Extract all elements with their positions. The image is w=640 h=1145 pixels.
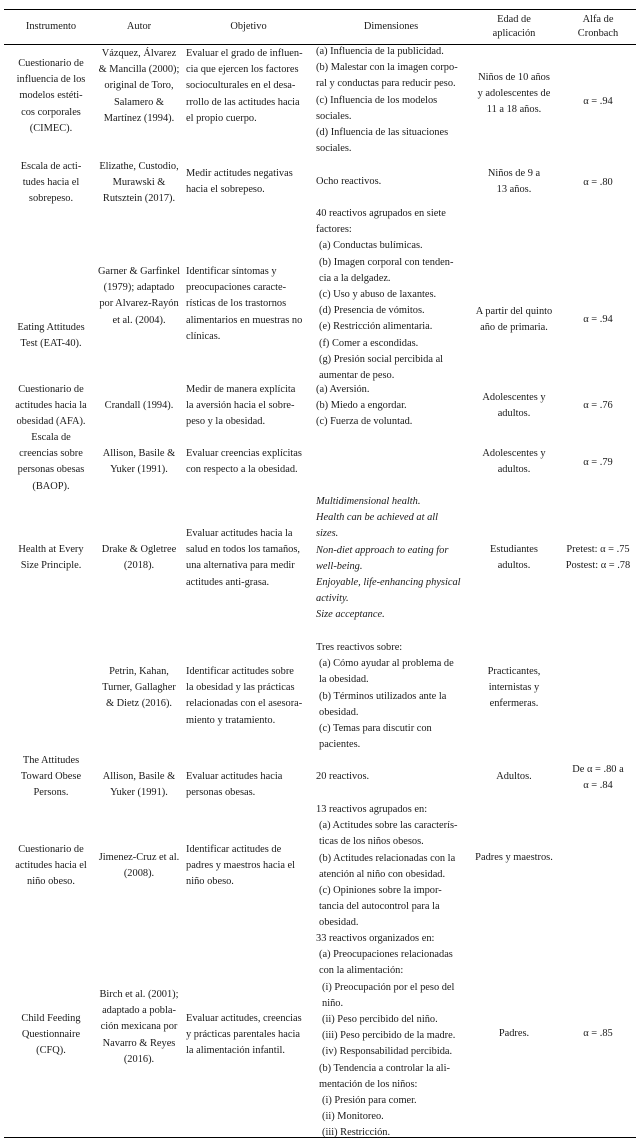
dimensiones-line: pacientes. xyxy=(319,739,361,751)
alfa-line: Postest: α = .78 xyxy=(565,560,631,572)
dimensiones-line: (c) Opiniones sobre la impor- xyxy=(319,885,442,897)
dimensiones-line: mentación de los niños: xyxy=(319,1078,418,1090)
cell-edad xyxy=(470,70,558,119)
autor-line: Yuker (1991). xyxy=(110,464,168,476)
edad-line: Practicantes, xyxy=(487,666,541,677)
objetivo-line: hacia el sobrepeso. xyxy=(186,184,265,196)
cell-dimensiones xyxy=(316,494,466,624)
dimensiones-line: obesidad. xyxy=(319,917,359,929)
cell-objetivo xyxy=(186,664,311,729)
cell-edad xyxy=(470,850,558,866)
objetivo-line: Evaluar actitudes hacia xyxy=(186,771,283,782)
objetivo-line: rísticas de los trastornos xyxy=(186,298,287,310)
objetivo-line: miento y tratamiento. xyxy=(186,714,276,726)
instrumento-line: Child Feeding xyxy=(21,1013,81,1024)
header-edad-line: aplicación xyxy=(492,28,536,39)
objetivo-line: relacionadas con el asesora- xyxy=(186,698,303,710)
header-dimensiones: Dimensiones xyxy=(363,21,419,32)
autor-line: Turner, Gallagher xyxy=(102,682,176,694)
autor-line: Martínez (1994). xyxy=(103,112,175,124)
objetivo-line: socioculturales en el desa- xyxy=(186,80,296,92)
instrumento-line: modelos estéti- xyxy=(19,90,83,102)
cell-dimensiones xyxy=(316,931,466,1142)
alfa-line: α = .84 xyxy=(583,780,613,792)
instrumento-line: Cuestionario de xyxy=(18,844,84,855)
dimensiones-line: ral y conductas para reducir peso. xyxy=(316,78,456,90)
dimensiones-line: (b) Términos utilizados ante la xyxy=(319,690,447,702)
dimensiones-line: (c) Influencia de los modelos xyxy=(316,94,438,106)
alfa-line: α = .76 xyxy=(583,400,613,411)
edad-line: año de primaria. xyxy=(480,322,548,334)
dimensiones-line: atención al niño con obesidad. xyxy=(319,868,446,880)
objetivo-line: actitudes anti-grasa. xyxy=(186,576,270,588)
autor-line: Jimenez-Cruz et al. xyxy=(98,852,180,863)
dimensiones-line: Enjoyable, life-enhancing physical xyxy=(316,577,461,589)
instrumento-line: Toward Obese xyxy=(20,771,82,783)
autor-line: Crandall (1994). xyxy=(104,400,174,411)
cell-objetivo xyxy=(186,382,311,431)
autor-line: adaptado a pobla- xyxy=(102,1005,176,1017)
edad-line: y adolescentes de xyxy=(477,88,551,100)
cell-autor xyxy=(97,542,181,574)
cell-autor xyxy=(97,398,181,414)
instrumento-line: creencias sobre xyxy=(19,448,83,460)
objetivo-line: la obesidad y las prácticas xyxy=(186,682,295,694)
dimensiones-line: activity. xyxy=(316,593,349,605)
dimensiones-line: (b) Malestar con la imagen corpo- xyxy=(316,62,458,74)
instrumento-line: influencia de los xyxy=(16,74,86,86)
objetivo-line: peso y la obesidad. xyxy=(186,416,266,428)
instrumento-line: (CFQ). xyxy=(36,1045,66,1057)
cell-edad xyxy=(470,304,558,336)
autor-line: & Mancilla (2000); xyxy=(98,64,180,76)
cell-autor xyxy=(97,664,181,713)
cell-edad xyxy=(470,446,558,478)
autor-line: Drake & Ogletree xyxy=(101,544,177,555)
instrumento-line: Persons. xyxy=(33,787,69,799)
dimensiones-line: (iv) Responsabilidad percibida. xyxy=(322,1046,453,1058)
objetivo-line: una alternativa para medir xyxy=(186,560,295,572)
dimensiones-line: (a) Preocupaciones relacionadas xyxy=(319,949,453,961)
objetivo-line: personas obesas. xyxy=(186,787,256,799)
autor-line: Yuker (1991). xyxy=(110,787,168,799)
objetivo-line: Identificar síntomas y xyxy=(186,266,277,277)
instrumento-line: Escala de acti- xyxy=(20,161,82,172)
edad-line: adultos. xyxy=(497,408,531,420)
dimensiones-line: (f) Comer a escondidas. xyxy=(319,337,419,349)
instrumento-line: Size Principle. xyxy=(20,560,82,572)
header-alfa-line: Cronbach xyxy=(577,28,619,39)
header-edad-line: Edad de xyxy=(497,14,531,25)
cell-dimensiones xyxy=(316,206,466,384)
autor-line: Birch et al. (2001); xyxy=(99,989,179,1000)
dimensiones-line: (c) Temas para discutir con xyxy=(319,723,432,735)
cell-objetivo xyxy=(186,446,311,478)
objetivo-line: niño obeso. xyxy=(186,876,234,888)
cell-instrumento xyxy=(6,430,96,495)
dimensiones-line: (b) Miedo a engordar. xyxy=(316,400,407,412)
dimensiones-line: 40 reactivos agrupados en siete xyxy=(316,208,446,219)
dimensiones-line: sizes. xyxy=(316,528,339,540)
instrumento-line: personas obesas xyxy=(17,464,85,476)
autor-line: Salamero & xyxy=(114,96,164,108)
cell-objetivo xyxy=(186,46,311,127)
header-autor: Autor xyxy=(126,21,152,32)
objetivo-line: Identificar actitudes de xyxy=(186,844,282,855)
objetivo-line: el propio cuerpo. xyxy=(186,112,257,124)
header-alfa-line: Alfa de xyxy=(582,14,614,25)
objetivo-line: padres y maestros hacia el xyxy=(186,860,296,872)
objetivo-line: Evaluar actitudes, creencias xyxy=(186,1013,302,1024)
dimensiones-line: factores: xyxy=(316,224,352,236)
cell-dimensiones xyxy=(316,44,466,157)
autor-line: Garner & Garfinkel xyxy=(98,266,180,277)
objetivo-line: la alimentación infantil. xyxy=(186,1045,285,1057)
instrumento-line: actitudes hacia la xyxy=(15,400,87,412)
cell-autor xyxy=(97,264,181,329)
objetivo-line: cia que ejercen los factores xyxy=(186,64,299,76)
objetivo-line: Identificar actitudes sobre xyxy=(186,666,294,677)
dimensiones-line: sociales. xyxy=(316,143,352,155)
cell-objetivo xyxy=(186,842,311,891)
autor-line: (2016). xyxy=(123,1053,155,1065)
dimensiones-line: tancia del autocontrol para la xyxy=(319,901,440,913)
cell-instrumento xyxy=(6,842,96,891)
edad-line: Padres y maestros. xyxy=(475,852,553,863)
alfa-line: α = .85 xyxy=(583,1028,613,1039)
instrumento-line: Escala de xyxy=(31,432,71,443)
objetivo-line: preocupaciones caracte- xyxy=(186,282,287,294)
dimensiones-line: (c) Uso y abuso de laxantes. xyxy=(319,289,437,301)
instrumento-line: Eating Attitudes xyxy=(17,322,85,333)
autor-line: (1979); adaptado xyxy=(103,282,175,294)
dimensiones-line: la obesidad. xyxy=(319,674,369,686)
dimensiones-line: (b) Actitudes relacionadas con la xyxy=(319,852,456,864)
dimensiones-line: Size acceptance. xyxy=(316,609,385,621)
cell-alfa xyxy=(560,94,636,110)
cell-alfa xyxy=(560,312,636,328)
cell-edad xyxy=(470,769,558,785)
dimensiones-line: well-being. xyxy=(316,560,363,572)
cell-dimensiones xyxy=(316,802,466,932)
objetivo-line: rrollo de las actitudes hacia xyxy=(186,96,300,108)
alfa-line: Pretest: α = .75 xyxy=(566,544,630,555)
cell-dimensiones xyxy=(316,769,466,785)
cell-autor xyxy=(97,446,181,478)
cell-edad xyxy=(470,166,558,198)
cell-dimensiones xyxy=(316,382,466,431)
dimensiones-line: con la alimentación: xyxy=(319,965,404,977)
dimensiones-line: (ii) Peso percibido del niño. xyxy=(322,1014,438,1026)
edad-line: A partir del quinto xyxy=(475,306,553,317)
cell-instrumento xyxy=(6,382,96,431)
dimensiones-line: 20 reactivos. xyxy=(316,771,370,782)
instrumento-line: cos corporales xyxy=(21,106,81,118)
dimensiones-line: 33 reactivos organizados en: xyxy=(316,933,435,944)
dimensiones-line: ticas de los niños obesos. xyxy=(319,836,424,848)
autor-line: ción mexicana por xyxy=(100,1021,178,1033)
objetivo-line: Medir de manera explícita xyxy=(186,384,296,395)
instrumento-line: (BAOP). xyxy=(32,480,70,492)
dimensiones-line: (i) Preocupación por el peso del xyxy=(322,981,455,993)
dimensiones-line: (a) Actitudes sobre las caracterís- xyxy=(319,820,458,832)
edad-line: enfermeras. xyxy=(489,698,539,710)
objetivo-line: Evaluar actitudes hacia la xyxy=(186,528,293,539)
instrumento-line: actitudes hacia el xyxy=(15,860,87,872)
dimensiones-line: Tres reactivos sobre: xyxy=(316,642,403,653)
autor-line: Vázquez, Álvarez xyxy=(101,48,177,59)
autor-line: (2018). xyxy=(123,560,155,572)
cell-instrumento xyxy=(6,1011,96,1060)
dimensiones-line: (a) Cómo ayudar al problema de xyxy=(319,658,454,670)
cell-instrumento xyxy=(6,542,96,574)
dimensiones-line: (i) Presión para comer. xyxy=(322,1095,417,1107)
autor-line: Elizathe, Custodio, xyxy=(99,161,179,172)
objetivo-line: Medir actitudes negativas xyxy=(186,168,293,179)
objetivo-line: clínicas. xyxy=(186,330,221,342)
autor-line: Petrin, Kahan, xyxy=(109,666,169,677)
cell-autor xyxy=(97,769,181,801)
edad-line: Estudiantes xyxy=(490,544,538,555)
dimensiones-line: (d) Influencia de las situaciones xyxy=(316,127,449,139)
header-alfa xyxy=(560,10,636,44)
cell-objetivo xyxy=(186,264,311,345)
cell-alfa xyxy=(560,175,636,191)
edad-line: adultos. xyxy=(497,464,531,476)
edad-line: 13 años. xyxy=(496,184,532,196)
dimensiones-line: Multidimensional health. xyxy=(316,496,421,507)
edad-line: 11 a 18 años. xyxy=(486,104,542,116)
alfa-line: α = .94 xyxy=(583,314,613,325)
edad-line: adultos. xyxy=(497,560,531,572)
edad-line: Niños de 10 años xyxy=(478,72,550,83)
objetivo-line: Evaluar el grado de influen- xyxy=(186,48,303,59)
autor-line: Murawski & xyxy=(112,177,166,189)
alfa-line: α = .80 xyxy=(583,177,613,188)
dimensiones-line: (d) Presencia de vómitos. xyxy=(319,305,425,317)
objetivo-line: con respecto a la obesidad. xyxy=(186,464,298,476)
cell-edad xyxy=(470,542,558,574)
dimensiones-line: (iii) Peso percibido de la madre. xyxy=(322,1030,456,1042)
dimensiones-line: (ii) Monitoreo. xyxy=(322,1111,384,1123)
cell-instrumento xyxy=(6,56,96,137)
cell-alfa xyxy=(560,762,636,794)
dimensiones-line: (e) Restricción alimentaria. xyxy=(319,321,433,333)
instrumento-line: tudes hacia el xyxy=(22,177,80,189)
autor-line: Rutsztein (2017). xyxy=(102,193,176,205)
header-objetivo: Objetivo xyxy=(230,21,267,32)
instrumento-line: Cuestionario de xyxy=(18,384,84,395)
cell-dimensiones xyxy=(316,640,466,753)
cell-instrumento xyxy=(6,159,96,208)
header-edad xyxy=(470,10,558,44)
dimensiones-line: aumentar de peso. xyxy=(319,370,395,382)
cell-dimensiones xyxy=(316,174,466,190)
autor-line: por Alvarez-Rayón xyxy=(99,298,179,310)
dimensiones-line: (a) Influencia de la publicidad. xyxy=(316,46,444,57)
cell-autor xyxy=(97,159,181,208)
dimensiones-line: (b) Tendencia a controlar la ali- xyxy=(319,1062,450,1074)
dimensiones-line: niño. xyxy=(322,997,344,1009)
cell-alfa xyxy=(560,542,636,574)
dimensiones-line: Non-diet approach to eating for xyxy=(316,544,449,556)
instrumento-line: The Attitudes xyxy=(22,755,80,766)
edad-line: Adolescentes y xyxy=(482,392,546,403)
alfa-line: α = .79 xyxy=(583,457,613,468)
autor-line: Allison, Basile & xyxy=(102,771,176,782)
edad-line: Niños de 9 a xyxy=(487,168,541,179)
cell-objetivo xyxy=(186,1011,311,1060)
dimensiones-line: sociales. xyxy=(316,110,352,122)
autor-line: original de Toro, xyxy=(104,80,174,92)
dimensiones-line: (c) Fuerza de voluntad. xyxy=(316,416,413,428)
cell-autor xyxy=(97,46,181,127)
dimensiones-line: Health can be achieved at all xyxy=(316,512,439,524)
autor-line: & Dietz (2016). xyxy=(105,698,173,710)
header-instrumento: Instrumento xyxy=(25,21,77,32)
autor-line: (2008). xyxy=(123,868,155,880)
autor-line: Allison, Basile & xyxy=(102,448,176,459)
dimensiones-line: (g) Presión social percibida al xyxy=(319,353,444,365)
autor-line: et al. (2004). xyxy=(112,314,166,326)
instrumento-line: Test (EAT-40). xyxy=(20,338,82,350)
dimensiones-line: Ocho reactivos. xyxy=(316,176,382,187)
cell-alfa xyxy=(560,398,636,414)
dimensiones-line: cia a la delgadez. xyxy=(319,272,391,284)
objetivo-line: la aversión hacia el sobre- xyxy=(186,400,295,412)
dimensiones-line: (a) Aversión. xyxy=(316,384,370,395)
objetivo-line: alimentarios en muestras no xyxy=(186,314,303,326)
instrumento-line: niño obeso. xyxy=(27,876,75,888)
autor-line: Navarro & Reyes xyxy=(102,1037,176,1049)
objetivo-line: salud en todos los tamaños, xyxy=(186,544,300,556)
cell-objetivo xyxy=(186,526,311,591)
edad-line: Adultos. xyxy=(496,771,532,782)
cell-edad xyxy=(470,1026,558,1042)
cell-instrumento xyxy=(6,753,96,802)
cell-autor xyxy=(97,987,181,1068)
instrumento-line: Health at Every xyxy=(18,544,84,555)
alfa-line: De α = .80 a xyxy=(572,764,624,775)
cell-edad xyxy=(470,664,558,713)
cell-alfa xyxy=(560,455,636,471)
dimensiones-line: (iii) Restricción. xyxy=(322,1127,391,1139)
dimensiones-line: (b) Imagen corporal con tenden- xyxy=(319,256,454,268)
edad-line: Adolescentes y xyxy=(482,448,546,459)
instrumento-line: Cuestionario de xyxy=(18,58,84,69)
cell-autor xyxy=(97,850,181,882)
alfa-line: α = .94 xyxy=(583,96,613,107)
cell-edad xyxy=(470,390,558,422)
cell-alfa xyxy=(560,1026,636,1042)
instrumento-line: sobrepeso. xyxy=(28,193,74,205)
objetivo-line: Evaluar creencias explícitas xyxy=(186,448,302,459)
edad-line: internistas y xyxy=(488,682,540,694)
dimensiones-line: (a) Conductas bulímicas. xyxy=(319,240,423,252)
instrumento-line: obesidad (AFA). xyxy=(16,416,86,428)
instrumento-line: Questionnaire xyxy=(21,1029,81,1041)
dimensiones-line: obesidad. xyxy=(319,706,359,718)
objetivo-line: y prácticas parentales hacia xyxy=(186,1029,300,1041)
instrumento-line: (CIMEC). xyxy=(29,122,73,134)
dimensiones-line: 13 reactivos agrupados en: xyxy=(316,804,428,815)
edad-line: Padres. xyxy=(498,1028,530,1039)
cell-objetivo xyxy=(186,166,311,198)
cell-objetivo xyxy=(186,769,311,801)
cell-instrumento xyxy=(6,320,96,352)
